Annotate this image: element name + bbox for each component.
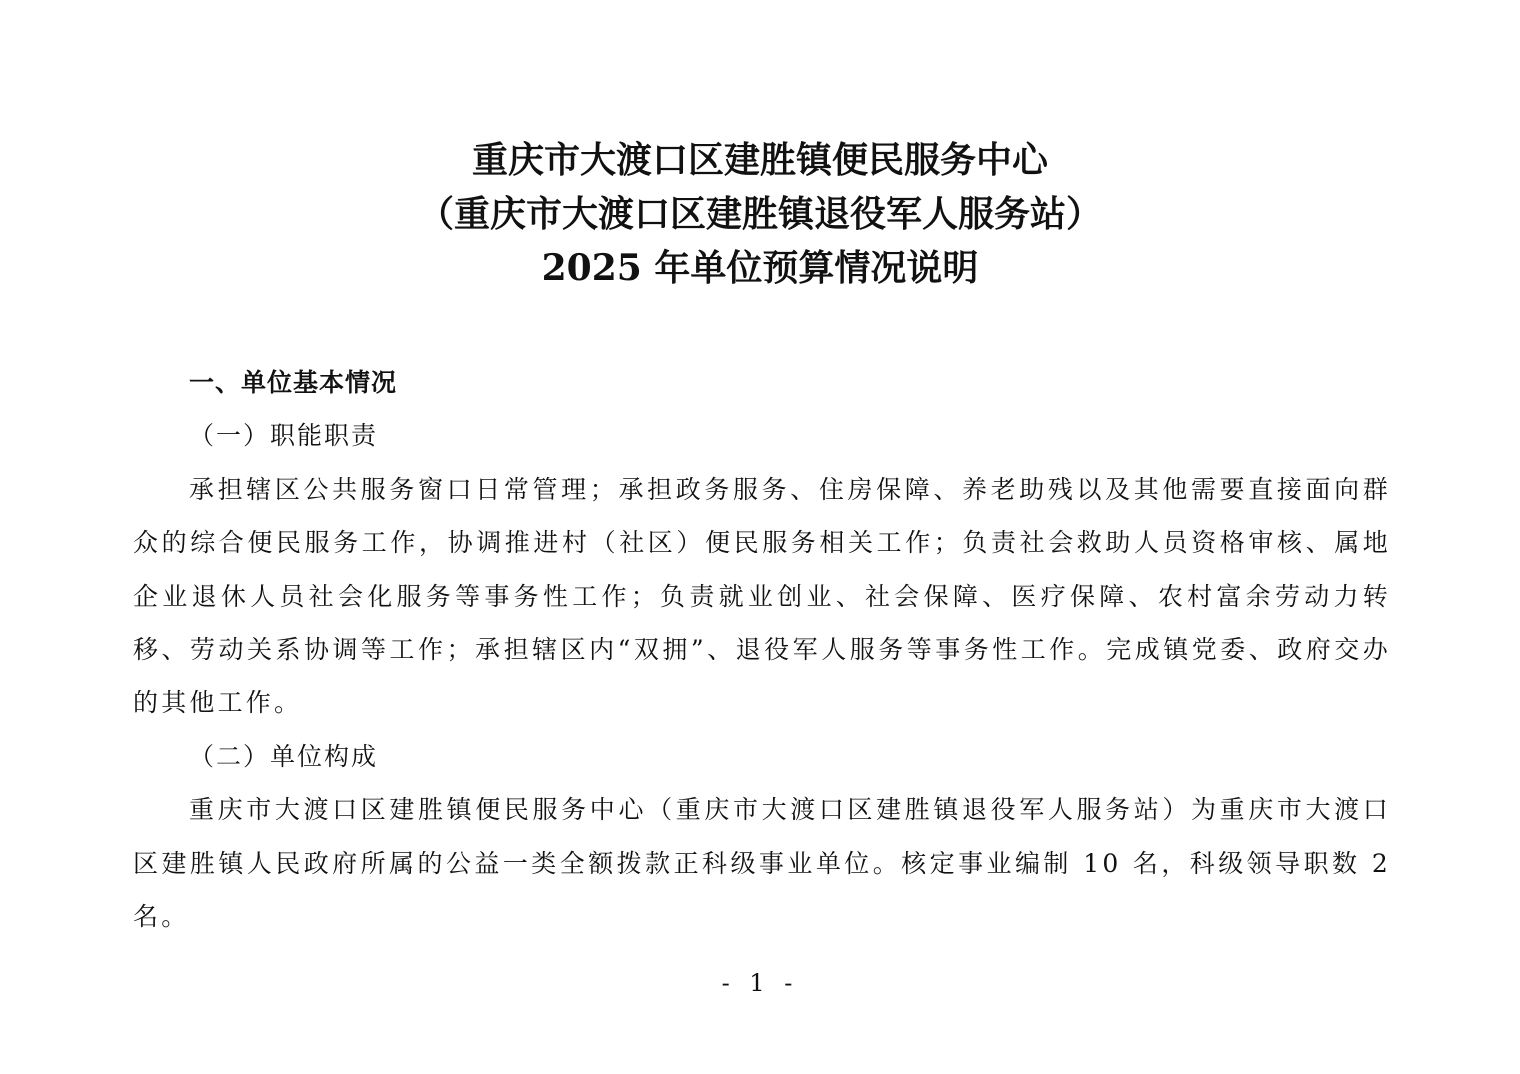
subsection-heading-composition: （二）单位构成	[189, 741, 379, 771]
document-body	[133, 356, 1391, 943]
subsection-heading-duties: （一）职能职责	[189, 421, 379, 451]
paragraph-composition: 重庆市大渡口区建胜镇便民服务中心（重庆市大渡口区建胜镇退役军人服务站）为重庆市大渡口区建胜镇人民政府所属的公益一类全额拨款正科级事业单位。核定事业编制 10 名，科级领导职数 2 名。	[133, 795, 1391, 932]
paragraph-duties: 承担辖区公共服务窗口日常管理；承担政务服务、住房保障、养老助残以及其他需要直接面向群众的综合便民服务工作，协调推进村（社区）便民服务相关工作；负责社会救助人员资格审核、属地企业退休人员社会化服务等事务性工作；负责就业创业、社会保障、医疗保障、农村富余劳动力转移、劳动关系协调等工作；承担辖区内“双拥”、退役军人服务等事务性工作。完成镇党委、政府交办的其他工作。	[133, 474, 1391, 718]
title-line-3: 2025 年单位预算情况说明	[541, 247, 979, 289]
title-line-2: （重庆市大渡口区建胜镇退役军人服务站）	[417, 193, 1102, 235]
document-title	[0, 133, 1520, 295]
page-number: - 1 -	[721, 969, 799, 997]
title-line-1: 重庆市大渡口区建胜镇便民服务中心	[471, 139, 1048, 181]
section-heading-basic-info: 一、单位基本情况	[189, 368, 398, 397]
